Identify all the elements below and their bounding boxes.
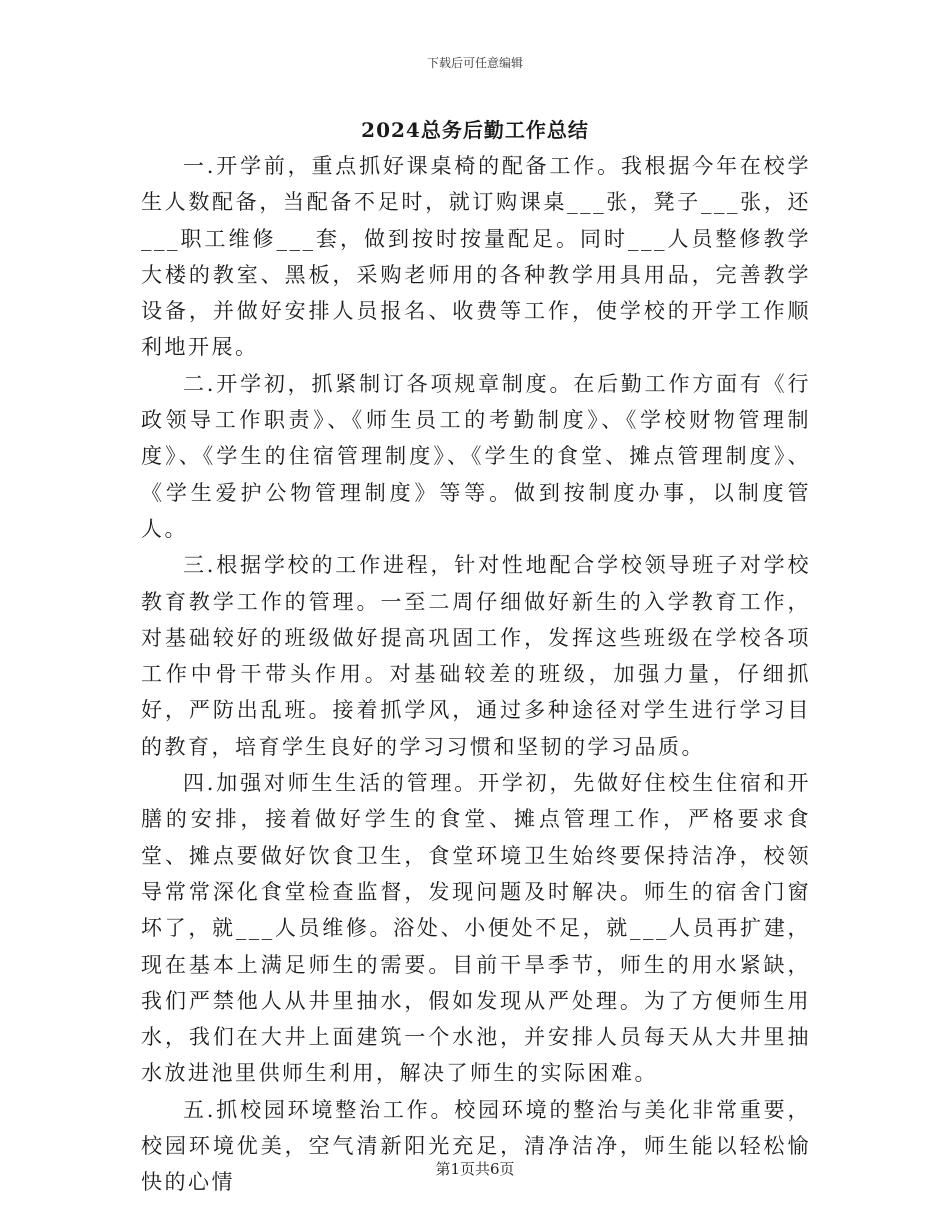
paragraph-3: 三.根据学校的工作进程，针对性地配合学校领导班子对学校教育教学工作的管理。一至二周仔细做好新生的入学教育工作，对基础较好的班级做好提高巩固工作，发挥这些班级在学校各项工作中骨干带头作用。对基础较差的班级，加强力量，仔细抓好，严防出乱班。接着抓学风，通过多种途径对学生进行学习目的教育，培育学生良好的学习习惯和坚韧的学习品质。 (141, 553, 811, 759)
document-title: 2024总务后勤工作总结 (361, 118, 589, 142)
header-note: 下载后可任意编辑 (426, 56, 523, 70)
paragraph-4: 四.加强对师生生活的管理。开学初，先做好住校生住宿和开膳的安排，接着做好学生的食堂、摊点管理工作，严格要求食堂、摊点要做好饮食卫生，食堂环境卫生始终要保持洁净，校领导常常深化食堂检查监督，发现问题及时解决。师生的宿舍门窗坏了，就___人员维修。浴处、小便处不足，就___人员再扩建，现在基本上满足师生的需要。目前干旱季节，师生的用水紧缺，我们严禁他人从井里抽水，假如发现从严处理。为了方便师生用水，我们在大井上面建筑一个水池，并安排人员每天从大井里抽水放进池里供师生利用，解决了师生的实际困难。 (141, 771, 811, 1086)
paragraph-1: 一.开学前，重点抓好课桌椅的配备工作。我根据今年在校学生人数配备，当配备不足时，就订购课桌___张，凳子___张，还___职工维修___套，做到按时按量配足。同时___人员整修教学大楼的教室、黑板，采购老师用的各种教学用具用品，完善教学设备，并做好安排人员报名、收费等工作，使学校的开学工作顺利地开展。 (141, 154, 811, 360)
paragraph-2: 二.开学初，抓紧制订各项规章制度。在后勤工作方面有《行政领导工作职责》、《师生员工的考勤制度》、《学校财物管理制度》、《学生的住宿管理制度》、《学生的食堂、摊点管理制度》、《学生爱护公物管理制度》等等。做到按制度办事，以制度管人。 (141, 371, 811, 541)
page-number: 第1页共6页 (435, 1160, 515, 1178)
document-body (141, 148, 811, 1201)
paragraph-5: 五.抓校园环境整治工作。校园环境的整治与美化非常重要，校园环境优美，空气清新阳光充足，清净洁净，师生能以轻松愉快的心情 (141, 1097, 811, 1195)
